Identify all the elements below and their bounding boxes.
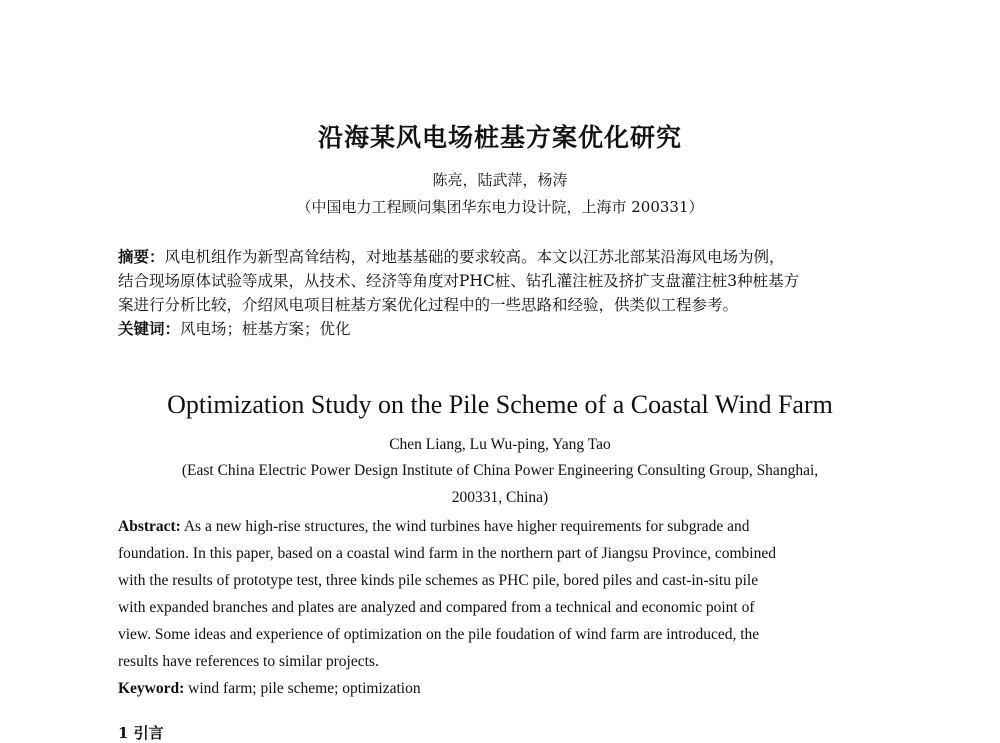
chinese-abstract-text: 风电机组作为新型高耸结构，对地基基础的要求较高。本文以江苏北部某沿海风电场为例，	[164, 248, 785, 266]
chinese-keywords-label: 关键词：	[118, 319, 181, 338]
english-abstract-line	[118, 513, 888, 540]
chinese-keywords	[118, 317, 888, 341]
chinese-authors: 陈亮，陆武萍，杨涛	[432, 171, 568, 189]
section-heading: 1 引言	[118, 724, 164, 742]
english-affiliation-line2: 200331, China)	[451, 489, 549, 506]
chinese-abstract	[118, 245, 888, 341]
english-authors: Chen Liang, Lu Wu-ping, Yang Tao	[389, 436, 611, 453]
english-abstract-line: with the results of prototype test, three kinds pile schemes as PHC pile, bored piles and cast-in-situ pile	[118, 572, 759, 589]
chinese-title: 沿海某风电场桩基方案优化研究	[317, 123, 682, 152]
english-abstract-label: Abstract:	[118, 518, 181, 535]
english-abstract-text: As a new high-rise structures, the wind turbines have higher requirements for subgrade and	[180, 518, 750, 535]
chinese-abstract-line: 案进行分析比较，介绍风电项目桩基方案优化过程中的一些思路和经验，供类似工程参考。	[118, 296, 739, 314]
chinese-abstract-line	[118, 245, 888, 269]
chinese-abstract-line: 结合现场原体试验等成果，从技术、经济等角度对PHC桩、钻孔灌注桩及挤扩支盘灌注桩3种桩基方	[118, 272, 800, 290]
english-abstract-line: view. Some ideas and experience of optimization on the pile foudation of wind farm are introduced, the	[118, 626, 760, 643]
english-keywords	[118, 675, 888, 702]
english-abstract	[118, 513, 888, 702]
english-abstract-line: foundation. In this paper, based on a coastal wind farm in the northern part of Jiangsu Province, combined	[118, 545, 776, 562]
english-affiliation-line1: (East China Electric Power Design Institute of China Power Engineering Consulting Group, Shanghai,	[181, 462, 819, 479]
english-keywords-text: wind farm; pile scheme; optimization	[184, 680, 421, 697]
english-title: Optimization Study on the Pile Scheme of a Coastal Wind Farm	[167, 390, 833, 419]
chinese-affiliation: （中国电力工程顾问集团华东电力设计院，上海市 200331）	[296, 198, 704, 216]
chinese-keywords-text: 风电场；桩基方案；优化	[180, 320, 351, 338]
english-abstract-line: results have references to similar projects.	[118, 653, 379, 670]
english-abstract-line: with expanded branches and plates are analyzed and compared from a technical and economic point of	[118, 599, 755, 616]
english-keywords-label: Keyword:	[118, 680, 185, 697]
chinese-abstract-label: 摘要：	[118, 247, 165, 266]
